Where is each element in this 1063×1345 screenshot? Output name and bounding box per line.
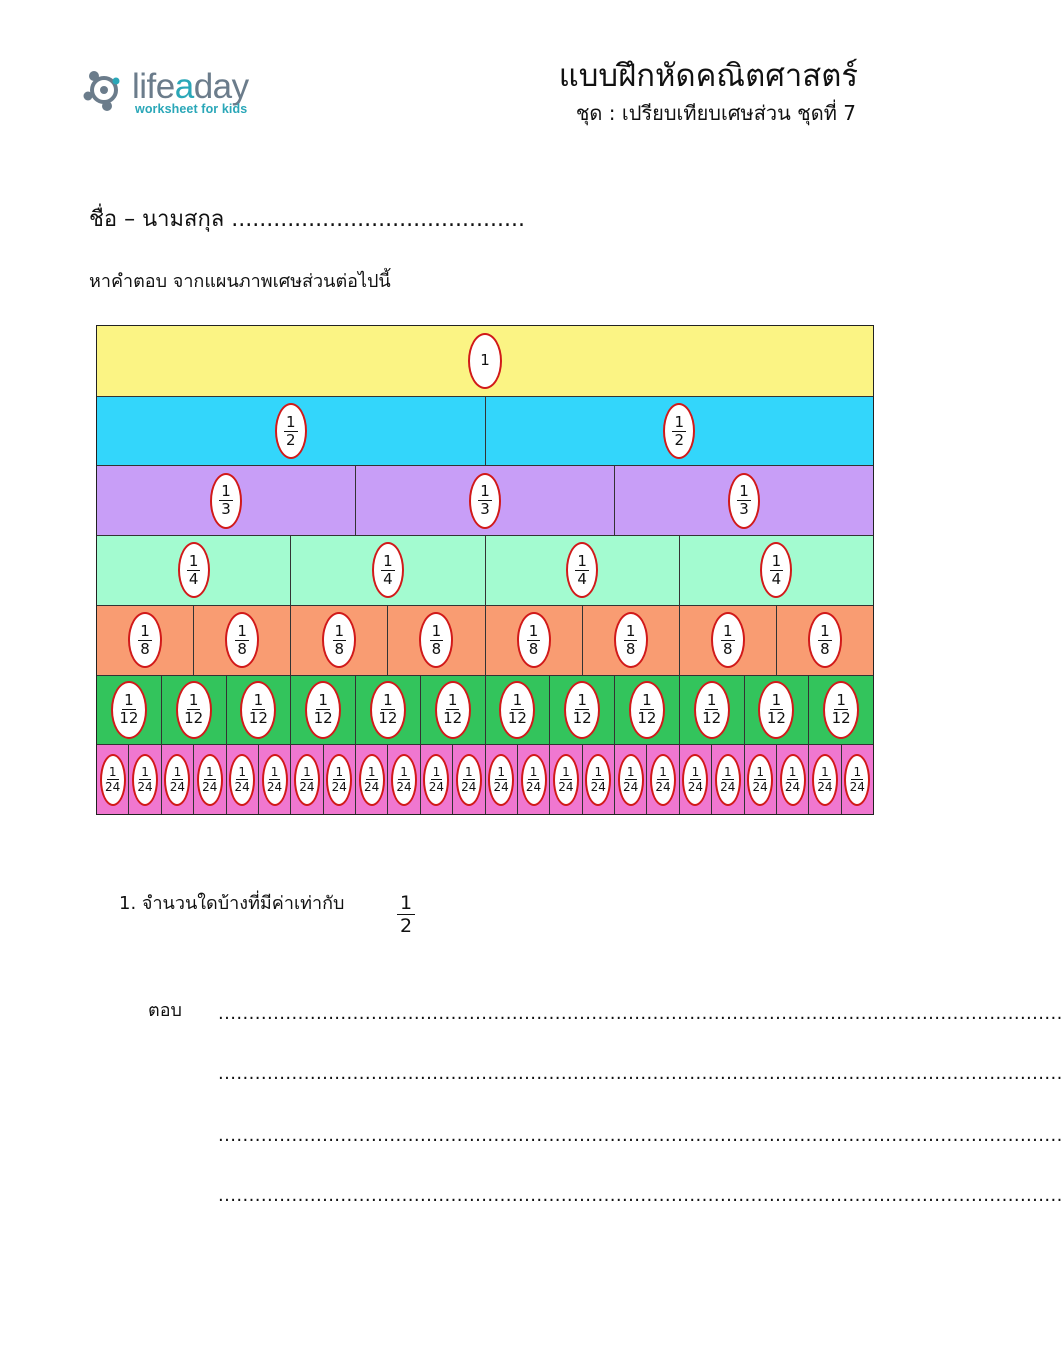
fraction-numerator: 1 — [706, 691, 717, 710]
fraction-denominator: 24 — [752, 780, 768, 795]
fraction-label — [808, 612, 842, 668]
fraction-cell — [97, 326, 873, 396]
fraction-cell — [583, 745, 615, 814]
fraction-label — [488, 754, 514, 806]
answer-label: ตอบ — [148, 1000, 182, 1021]
fraction-label — [210, 473, 242, 529]
fraction-cell — [486, 536, 680, 605]
fraction-numerator: 1 — [836, 691, 846, 710]
fraction-numerator: 1 — [318, 691, 328, 710]
fraction-label — [747, 754, 773, 806]
fraction-cell — [712, 745, 744, 814]
fraction-denominator: 12 — [572, 709, 592, 728]
fraction-denominator: 3 — [221, 500, 231, 519]
fraction-numerator: 1 — [188, 691, 199, 710]
fraction-label — [176, 681, 212, 739]
logo-tagline: worksheet for kids — [135, 102, 248, 116]
fraction-numerator: 1 — [480, 351, 490, 370]
fraction-numerator: 1 — [221, 482, 231, 501]
fraction-cell — [291, 606, 388, 675]
fraction-cell — [615, 745, 647, 814]
lifeaday-logo — [82, 66, 282, 122]
fraction-cell — [97, 606, 194, 675]
fraction-cell — [745, 745, 777, 814]
fraction-denominator: 24 — [105, 780, 121, 795]
fraction-denominator: 12 — [313, 709, 333, 728]
fraction-label — [178, 542, 210, 598]
fraction-label — [197, 754, 223, 806]
fraction-row — [97, 605, 873, 675]
fraction-numerator: 1 — [625, 621, 636, 640]
fraction-denominator: 24 — [299, 780, 315, 795]
answer-line-4[interactable]: .......................................................................................................................................... — [218, 1185, 1063, 1206]
fraction-cell — [486, 606, 583, 675]
fraction-label — [240, 681, 276, 739]
fraction-denominator: 12 — [248, 709, 268, 728]
fraction-numerator: 1 — [237, 621, 247, 640]
fraction-label — [111, 681, 147, 739]
fraction-row — [97, 326, 873, 396]
fraction-label — [823, 681, 859, 739]
logo-molecule-icon — [82, 66, 134, 118]
fraction-numerator: 1 — [659, 765, 667, 780]
fraction-label — [262, 754, 288, 806]
fraction-label — [650, 754, 676, 806]
answer-line-1[interactable]: .......................................................................................................................................... — [218, 1003, 1063, 1024]
fraction-denominator: 24 — [817, 780, 833, 795]
fraction-cell — [550, 676, 615, 745]
fraction-cell — [421, 676, 486, 745]
fraction-numerator: 1 — [674, 412, 685, 431]
fraction-numerator: 1 — [691, 765, 700, 780]
fraction-row — [97, 675, 873, 745]
fraction-numerator: 1 — [108, 765, 117, 780]
answer-line-3[interactable]: .......................................................................................................................................... — [218, 1125, 1063, 1146]
fraction-cell — [129, 745, 161, 814]
fraction-numerator: 1 — [821, 765, 829, 780]
fraction-numerator: 1 — [577, 691, 587, 710]
fraction-numerator: 1 — [400, 765, 408, 780]
fraction-label — [715, 754, 741, 806]
fraction-denominator: 8 — [528, 639, 539, 658]
fraction-denominator: 24 — [493, 780, 509, 795]
fraction-denominator: 12 — [507, 709, 527, 728]
fraction-numerator: 1 — [464, 765, 473, 780]
fraction-denominator: 12 — [702, 709, 722, 728]
fraction-cell — [809, 745, 841, 814]
fraction-cell — [615, 676, 680, 745]
fraction-denominator: 12 — [831, 709, 851, 728]
instruction-text: หาคำตอบ จากแผนภาพเศษส่วนต่อไปนี้ — [89, 271, 391, 292]
fraction-label — [229, 754, 255, 806]
fraction-numerator: 1 — [577, 551, 587, 570]
fraction-denominator: 24 — [655, 780, 671, 795]
fraction-label — [760, 542, 792, 598]
fraction-denominator: 24 — [169, 780, 186, 795]
fraction-cell — [615, 466, 873, 535]
fraction-label — [423, 754, 449, 806]
fraction-numerator: 1 — [562, 765, 570, 780]
fraction-numerator: 1 — [820, 621, 830, 640]
fraction-numerator: 1 — [303, 765, 311, 780]
fraction-numerator: 1 — [367, 765, 376, 780]
fraction-denominator: 4 — [771, 569, 782, 588]
fraction-denominator: 12 — [766, 709, 786, 728]
fraction-numerator: 1 — [238, 765, 246, 780]
fraction-cell — [291, 745, 323, 814]
fraction-numerator: 1 — [383, 691, 393, 710]
fraction-label — [780, 754, 806, 806]
fraction-numerator: 1 — [512, 691, 523, 710]
fraction-denominator: 24 — [364, 780, 380, 795]
fraction-label — [100, 754, 126, 806]
fraction-cell — [486, 397, 874, 466]
fraction-numerator: 1 — [771, 551, 782, 570]
fraction-cell — [259, 745, 291, 814]
fraction-cell — [486, 676, 551, 745]
fraction-numerator: 1 — [253, 691, 264, 710]
fraction-label — [469, 473, 501, 529]
fraction-label — [711, 612, 745, 668]
fraction-numerator: 1 — [529, 765, 538, 780]
fraction-numerator: 1 — [723, 765, 732, 780]
fraction-numerator: 1 — [771, 691, 782, 710]
fraction-label — [225, 612, 259, 668]
fraction-denominator: 2 — [285, 430, 296, 449]
fraction-denominator: 2 — [674, 430, 685, 449]
fraction-denominator: 24 — [784, 780, 801, 795]
fraction-numerator: 1 — [788, 765, 797, 780]
fraction-denominator: 24 — [590, 780, 606, 795]
fraction-numerator: 1 — [431, 621, 442, 640]
fraction-cell — [388, 745, 420, 814]
fraction-cell — [162, 676, 227, 745]
fraction-numerator: 1 — [140, 621, 150, 640]
fraction-label — [132, 754, 158, 806]
fraction-denominator: 12 — [119, 709, 139, 728]
fraction-label — [370, 681, 406, 739]
fraction-label — [419, 612, 453, 668]
fraction-label — [294, 754, 320, 806]
fraction-cell — [777, 606, 873, 675]
fraction-numerator: 1 — [335, 765, 344, 780]
fraction-label — [322, 612, 356, 668]
fraction-denominator: 24 — [331, 780, 347, 795]
fraction-label — [521, 754, 547, 806]
fraction-cell — [227, 676, 292, 745]
fraction-denominator: 24 — [137, 780, 153, 795]
fraction-numerator: 1 — [173, 765, 182, 780]
fraction-denominator: 8 — [820, 639, 830, 658]
fraction-cell — [421, 745, 453, 814]
fraction-label — [663, 403, 695, 459]
fraction-cell — [680, 745, 712, 814]
fraction-cell — [583, 606, 680, 675]
question-1-fraction-numerator: 1 — [397, 892, 415, 915]
fraction-label — [694, 681, 730, 739]
worksheet-title: แบบฝึกหัดคณิตศาสตร์ — [558, 58, 858, 94]
name-field-line: ชื่อ – นามสกุล .......................................... — [89, 207, 525, 232]
fraction-label — [517, 612, 551, 668]
answer-line-2[interactable]: .......................................................................................................................................... — [218, 1063, 1063, 1084]
fraction-cell — [745, 676, 810, 745]
fraction-cell — [680, 676, 745, 745]
fraction-denominator: 3 — [480, 500, 490, 519]
fraction-cell — [97, 676, 162, 745]
fraction-label — [812, 754, 838, 806]
fraction-numerator: 1 — [285, 412, 296, 431]
question-1-fraction-denominator: 2 — [399, 915, 413, 937]
fraction-label — [164, 754, 190, 806]
fraction-row — [97, 744, 873, 814]
fraction-denominator: 24 — [461, 780, 477, 795]
fraction-label — [758, 681, 794, 739]
fraction-label — [372, 542, 404, 598]
fraction-wall-chart — [96, 325, 874, 815]
fraction-denominator: 12 — [443, 709, 463, 728]
fraction-numerator: 1 — [723, 621, 733, 640]
fraction-label — [326, 754, 352, 806]
fraction-label — [585, 754, 611, 806]
fraction-numerator: 1 — [853, 765, 862, 780]
fraction-denominator: 4 — [188, 569, 199, 588]
question-1-text: 1. จำนวนใดบ้างที่มีค่าเท่ากับ — [119, 893, 345, 914]
fraction-denominator: 24 — [266, 780, 283, 795]
fraction-numerator: 1 — [739, 482, 749, 501]
fraction-numerator: 1 — [642, 691, 652, 710]
fraction-denominator: 24 — [396, 780, 412, 795]
fraction-cell — [227, 745, 259, 814]
fraction-cell — [680, 606, 777, 675]
fraction-denominator: 8 — [723, 639, 733, 658]
fraction-cell — [388, 606, 485, 675]
fraction-cell — [97, 397, 486, 466]
fraction-cell — [97, 466, 356, 535]
fraction-cell — [194, 606, 291, 675]
fraction-cell — [291, 676, 356, 745]
fraction-cell — [486, 745, 518, 814]
fraction-denominator: 24 — [720, 780, 736, 795]
fraction-cell — [842, 745, 873, 814]
fraction-denominator: 8 — [625, 639, 636, 658]
fraction-cell — [162, 745, 194, 814]
fraction-denominator: 12 — [637, 709, 657, 728]
fraction-denominator: 12 — [184, 709, 204, 728]
fraction-numerator: 1 — [334, 621, 345, 640]
fraction-cell — [97, 745, 129, 814]
fraction-label — [682, 754, 708, 806]
fraction-label — [553, 754, 579, 806]
fraction-cell — [680, 536, 873, 605]
fraction-cell — [809, 676, 873, 745]
fraction-row — [97, 396, 873, 466]
fraction-denominator: 24 — [428, 780, 445, 795]
fraction-denominator: 12 — [378, 709, 398, 728]
fraction-denominator: 24 — [849, 780, 865, 795]
fraction-numerator: 1 — [480, 482, 490, 501]
fraction-label — [566, 542, 598, 598]
fraction-cell — [777, 745, 809, 814]
fraction-cell — [356, 676, 421, 745]
fraction-label — [728, 473, 760, 529]
fraction-label — [305, 681, 341, 739]
fraction-numerator: 1 — [205, 765, 214, 780]
fraction-cell — [291, 536, 485, 605]
fraction-label — [391, 754, 417, 806]
fraction-denominator: 24 — [623, 780, 639, 795]
question-1-fraction — [397, 892, 415, 937]
fraction-cell — [518, 745, 550, 814]
fraction-denominator: 24 — [687, 780, 704, 795]
fraction-numerator: 1 — [432, 765, 441, 780]
fraction-denominator: 4 — [383, 569, 393, 588]
fraction-label — [614, 612, 648, 668]
fraction-label — [618, 754, 644, 806]
fraction-denominator: 3 — [739, 500, 749, 519]
fraction-denominator: 4 — [577, 569, 587, 588]
fraction-cell — [550, 745, 582, 814]
fraction-label — [275, 403, 307, 459]
fraction-numerator: 1 — [756, 765, 764, 780]
fraction-cell — [453, 745, 485, 814]
worksheet-subtitle: ชุด : เปรียบเทียบเศษส่วน ชุดที่ 7 — [575, 101, 856, 125]
fraction-label — [468, 333, 502, 389]
fraction-numerator: 1 — [447, 691, 458, 710]
fraction-label — [844, 754, 870, 806]
fraction-row — [97, 535, 873, 605]
fraction-label — [629, 681, 665, 739]
fraction-label — [359, 754, 385, 806]
fraction-denominator: 8 — [334, 639, 345, 658]
fraction-numerator: 1 — [270, 765, 279, 780]
fraction-cell — [194, 745, 226, 814]
fraction-denominator: 24 — [525, 780, 542, 795]
fraction-denominator: 24 — [558, 780, 574, 795]
fraction-numerator: 1 — [626, 765, 635, 780]
fraction-numerator: 1 — [124, 691, 134, 710]
fraction-denominator: 24 — [202, 780, 218, 795]
fraction-cell — [647, 745, 679, 814]
fraction-label — [128, 612, 162, 668]
fraction-denominator: 8 — [140, 639, 150, 658]
fraction-label — [499, 681, 535, 739]
fraction-cell — [97, 536, 291, 605]
fraction-numerator: 1 — [594, 765, 603, 780]
fraction-denominator: 8 — [237, 639, 247, 658]
fraction-row — [97, 465, 873, 535]
logo-wordmark: lifeaday — [132, 67, 249, 106]
fraction-cell — [356, 745, 388, 814]
fraction-denominator: 8 — [431, 639, 442, 658]
fraction-cell — [356, 466, 615, 535]
fraction-cell — [324, 745, 356, 814]
fraction-numerator: 1 — [383, 551, 393, 570]
fraction-label — [456, 754, 482, 806]
fraction-denominator: 24 — [234, 780, 250, 795]
fraction-numerator: 1 — [141, 765, 149, 780]
fraction-numerator: 1 — [188, 551, 199, 570]
fraction-numerator: 1 — [528, 621, 539, 640]
fraction-label — [564, 681, 600, 739]
fraction-label — [435, 681, 471, 739]
fraction-numerator: 1 — [497, 765, 505, 780]
